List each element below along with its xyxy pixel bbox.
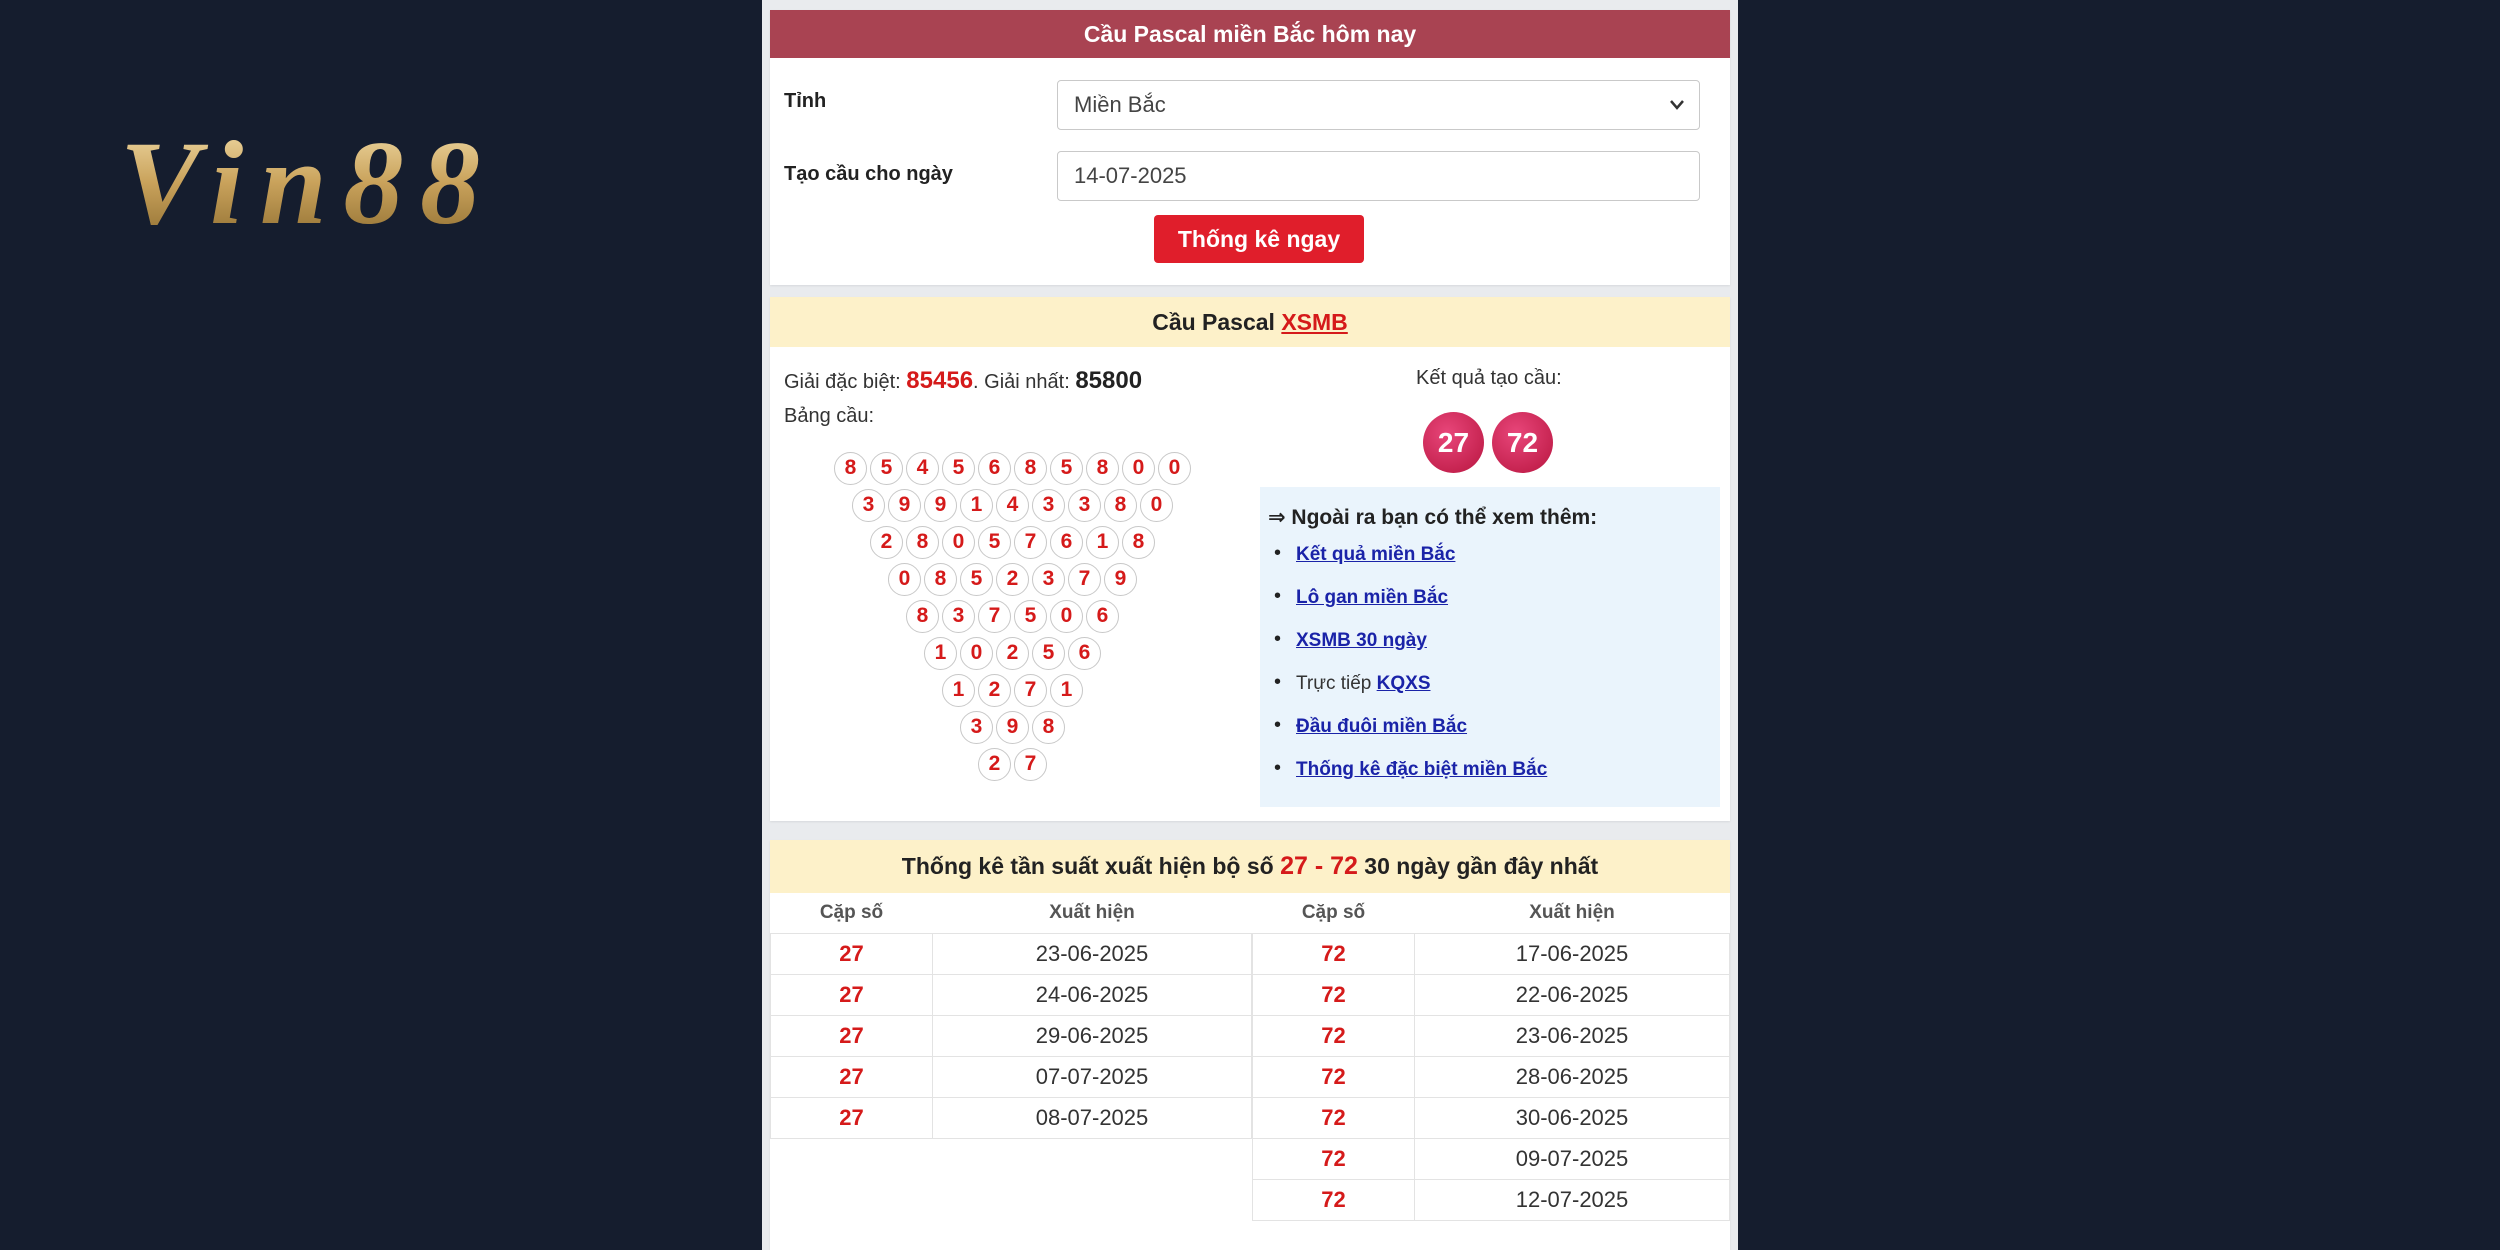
xsmb-link[interactable]: XSMB (1281, 309, 1348, 335)
submit-button[interactable]: Thống kê ngay (1154, 215, 1364, 263)
triangle-digit: 9 (996, 711, 1029, 744)
stats-table-left (770, 893, 1252, 1139)
triangle-digit: 4 (906, 452, 939, 485)
triangle-digit: 5 (1050, 452, 1083, 485)
table-row (771, 933, 1252, 974)
triangle-digit: 5 (1014, 600, 1047, 633)
triangle-digit: 3 (1032, 563, 1065, 596)
table-row (771, 1015, 1252, 1056)
stats-table-right (1252, 893, 1730, 1221)
result-ball: 27 (1423, 412, 1484, 473)
pair-cell: 72 (1253, 933, 1415, 974)
result-label: Kết quả tạo cầu: (1416, 367, 1562, 389)
triangle-digit: 5 (870, 452, 903, 485)
triangle-digit: 8 (834, 452, 867, 485)
pascal-form-panel (770, 10, 1730, 285)
triangle-digit: 7 (1068, 563, 1101, 596)
date-row (770, 151, 1730, 211)
triangle-digit: 0 (960, 637, 993, 670)
frequency-stats-panel (770, 840, 1730, 1250)
first-prize-label: . Giải nhất: (973, 371, 1076, 393)
special-prize-value: 85456 (906, 367, 974, 394)
table-row (1253, 1179, 1730, 1220)
triangle-digit: 9 (924, 489, 957, 522)
date-cell: 07-07-2025 (933, 1056, 1252, 1097)
link-thong-ke-dac-biet[interactable]: Thống kê đặc biệt miền Bắc (1296, 759, 1548, 780)
table-row (1253, 974, 1730, 1015)
more-links-box (1260, 487, 1720, 807)
pair-cell: 27 (771, 933, 933, 974)
col-pair-header: Cặp số (1253, 893, 1415, 933)
triangle-digit: 0 (1140, 489, 1173, 522)
triangle-digit: 8 (906, 526, 939, 559)
table-row (1253, 933, 1730, 974)
table-row (1253, 1015, 1730, 1056)
triangle-digit: 2 (996, 563, 1029, 596)
col-appear-header: Xuất hiện (1415, 893, 1730, 933)
special-prize-label: Giải đặc biệt: (784, 371, 907, 393)
triangle-digit: 1 (942, 674, 975, 707)
triangle-digit: 6 (1086, 600, 1119, 633)
main-column (762, 0, 1738, 1250)
pair-cell: 27 (771, 974, 933, 1015)
triangle-digit: 1 (1086, 526, 1119, 559)
table-row (1253, 1056, 1730, 1097)
pair-cell: 72 (1253, 974, 1415, 1015)
triangle-digit: 3 (1068, 489, 1101, 522)
first-prize-value: 85800 (1075, 367, 1143, 394)
stats-title-prefix: Thống kê tần suất xuất hiện bộ số (901, 853, 1281, 879)
triangle-digit: 2 (996, 637, 1029, 670)
triangle-digit: 3 (942, 600, 975, 633)
table-row (771, 974, 1252, 1015)
truc-tiep-text: Trực tiếp (1296, 673, 1377, 694)
triangle-digit: 7 (978, 600, 1011, 633)
pair-cell: 72 (1253, 1097, 1415, 1138)
date-cell: 29-06-2025 (933, 1015, 1252, 1056)
pascal-header-text: Cầu Pascal (1152, 309, 1282, 335)
vin88-logo (120, 118, 490, 238)
triangle-digit: 1 (960, 489, 993, 522)
triangle-digit: 8 (924, 563, 957, 596)
date-cell: 24-06-2025 (933, 974, 1252, 1015)
triangle-digit: 0 (1158, 452, 1191, 485)
province-label: Tỉnh (784, 90, 827, 112)
triangle-digit: 3 (852, 489, 885, 522)
more-links-list (1268, 544, 1547, 802)
triangle-digit: 3 (1032, 489, 1065, 522)
list-item (1268, 544, 1547, 587)
pascal-header (770, 297, 1730, 347)
link-xsmb-30-ngay[interactable]: XSMB 30 ngày (1296, 630, 1427, 651)
triangle-digit: 8 (1032, 711, 1065, 744)
triangle-digit: 5 (978, 526, 1011, 559)
triangle-digit: 9 (1104, 563, 1137, 596)
triangle-digit: 9 (888, 489, 921, 522)
pair-cell: 72 (1253, 1015, 1415, 1056)
link-ket-qua-mien-bac[interactable]: Kết quả miền Bắc (1296, 544, 1456, 565)
triangle-digit: 0 (1050, 600, 1083, 633)
triangle-digit: 6 (1068, 637, 1101, 670)
triangle-digit: 7 (1014, 674, 1047, 707)
more-title: ⇒ Ngoài ra bạn có thể xem thêm: (1268, 506, 1598, 529)
table-row (771, 1056, 1252, 1097)
triangle-digit: 1 (924, 637, 957, 670)
pair-cell: 72 (1253, 1138, 1415, 1179)
form-title: Cầu Pascal miền Bắc hôm nay (770, 10, 1730, 58)
triangle-digit: 0 (888, 563, 921, 596)
date-cell: 23-06-2025 (933, 933, 1252, 974)
date-cell: 12-07-2025 (1415, 1179, 1730, 1220)
pair-cell: 72 (1253, 1179, 1415, 1220)
logo-graphic (120, 118, 490, 238)
triangle-digit: 8 (1104, 489, 1137, 522)
stats-title-highlight: 27 - 72 (1280, 852, 1358, 880)
stats-title (770, 840, 1730, 893)
triangle-digit: 8 (1122, 526, 1155, 559)
triangle-digit: 7 (1014, 748, 1047, 781)
date-cell: 23-06-2025 (1415, 1015, 1730, 1056)
triangle-digit: 0 (942, 526, 975, 559)
date-cell: 09-07-2025 (1415, 1138, 1730, 1179)
triangle-digit: 6 (1050, 526, 1083, 559)
triangle-digit: 3 (960, 711, 993, 744)
date-cell: 08-07-2025 (933, 1097, 1252, 1138)
list-item (1268, 630, 1547, 673)
triangle-digit: 6 (978, 452, 1011, 485)
triangle-digit: 8 (1014, 452, 1047, 485)
date-input[interactable]: 14-07-2025 (1057, 151, 1700, 201)
table-label: Bảng cầu: (784, 405, 875, 427)
col-pair-header: Cặp số (771, 893, 933, 933)
pair-cell: 27 (771, 1015, 933, 1056)
triangle-digit: 5 (960, 563, 993, 596)
triangle-digit: 2 (978, 748, 1011, 781)
result-ball: 72 (1492, 412, 1553, 473)
col-appear-header: Xuất hiện (933, 893, 1252, 933)
table-row (771, 1097, 1252, 1138)
province-row (770, 80, 1730, 140)
pascal-result-panel (770, 297, 1730, 821)
triangle-digit: 8 (906, 600, 939, 633)
date-cell: 30-06-2025 (1415, 1097, 1730, 1138)
triangle-digit: 2 (978, 674, 1011, 707)
triangle-digit: 0 (1122, 452, 1155, 485)
link-lo-gan-mien-bac[interactable]: Lô gan miền Bắc (1296, 587, 1449, 608)
province-select[interactable] (1057, 80, 1700, 130)
date-cell: 17-06-2025 (1415, 933, 1730, 974)
list-item (1268, 673, 1547, 716)
triangle-digit: 2 (870, 526, 903, 559)
province-value: Miền Bắc (1074, 92, 1166, 117)
triangle-digit: 8 (1086, 452, 1119, 485)
list-item (1268, 716, 1547, 759)
triangle-digit: 5 (942, 452, 975, 485)
list-item (1268, 587, 1547, 630)
prize-line (784, 367, 1142, 395)
triangle-digit: 1 (1050, 674, 1083, 707)
date-cell: 22-06-2025 (1415, 974, 1730, 1015)
list-item (1268, 759, 1547, 802)
triangle-digit: 7 (1014, 526, 1047, 559)
link-kqxs[interactable]: KQXS (1376, 673, 1431, 694)
table-row (1253, 1138, 1730, 1179)
date-label: Tạo cầu cho ngày (784, 163, 953, 185)
chevron-down-icon (1669, 81, 1685, 146)
logo-text: Vin88 (120, 118, 480, 238)
link-dau-duoi-mien-bac[interactable]: Đầu đuôi miền Bắc (1296, 716, 1468, 737)
triangle-digit: 5 (1032, 637, 1065, 670)
pair-cell: 72 (1253, 1056, 1415, 1097)
triangle-digit: 4 (996, 489, 1029, 522)
pair-cell: 27 (771, 1056, 933, 1097)
date-cell: 28-06-2025 (1415, 1056, 1730, 1097)
stats-title-suffix: 30 ngày gần đây nhất (1357, 853, 1599, 879)
table-row (1253, 1097, 1730, 1138)
pair-cell: 27 (771, 1097, 933, 1138)
